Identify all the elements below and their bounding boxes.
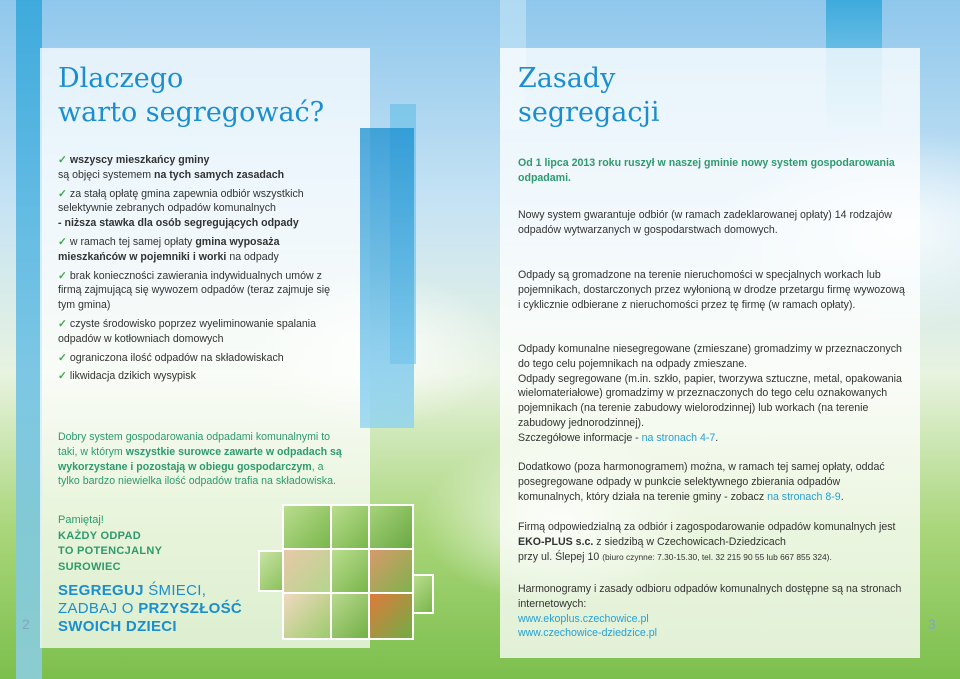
paragraph: Firmą odpowiedzialną za odbiór i zagospodarowanie odpadów komunalnych jest EKO-PLUS s.c. z siedzibą w Czechowicach-Dziedzicach przy ul. Ślepej 10 (biuro czynne: 7.30-15.30, tel. 32 215 90 55 lub 667 855 324). [518, 521, 896, 563]
decor-strip [16, 0, 42, 679]
right-page-title: Zasady segregacji [518, 63, 660, 128]
check-icon: ✓ [58, 269, 67, 282]
photo-tile [330, 548, 370, 594]
check-icon: ✓ [58, 351, 67, 364]
photo-tile [368, 548, 414, 594]
photo-tile [412, 574, 434, 614]
photo-tile [282, 504, 332, 550]
slogan: SEGREGUJ ŚMIECI, ZADBAJ O PRZYSZŁOŚĆ SWOICH DZIECI [58, 582, 243, 635]
check-icon: ✓ [58, 370, 67, 383]
photo-tile [368, 592, 414, 640]
check-icon: ✓ [58, 235, 67, 248]
paragraph: Dodatkowo (poza harmonogramem) można, w ramach tej samej opłaty, oddać posegregowane odpady w punkcie selektywnego zbierania odpadów komunalnych, który działa na terenie gminy - zobacz na stronach 8-9. [518, 461, 885, 503]
paragraph: Odpady są gromadzone na terenie nieruchomości w specjalnych workach lub pojemnikach, dostarczonych przez wyłonioną w drodze przetargu firmę wywozową i cyklicznie odbierane z nieruchomości przez tę firmę (w ramach opłaty). [518, 269, 905, 311]
children-photo-mosaic [258, 504, 434, 654]
list-item: ✓ wszyscy mieszkańcy gminy są objęci systemem na tych samych zasadach [58, 154, 285, 181]
photo-tile [282, 592, 332, 640]
photo-tile [282, 548, 332, 594]
page-number: 2 [22, 616, 30, 632]
website-link[interactable]: www.czechowice-dziedzice.pl [518, 627, 657, 640]
list-item: ✓ likwidacja dzikich wysypisk [58, 370, 196, 383]
benefits-list [58, 153, 348, 388]
summary-paragraph: Dobry system gospodarowania odpadami komunalnymi to taki, w którym wszystkie surowce zawarte w odpadach są wykorzystane i pozostają w obiegu gospodarczym, a tylko bardzo niewielka ilość odpadów trafia na składowiska. [58, 431, 342, 488]
decor-strip [360, 128, 414, 428]
photo-tile [258, 550, 284, 592]
page-number: 3 [928, 616, 936, 632]
check-icon: ✓ [58, 317, 67, 330]
check-icon: ✓ [58, 154, 67, 166]
check-icon: ✓ [58, 187, 67, 200]
list-item: ✓ czyste środowisko poprzez wyeliminowanie spalania odpadów w kotłowniach domowych [58, 317, 317, 345]
list-item: ✓ za stałą opłatę gmina zapewnia odbiór wszystkich selektywnie zebranych odpadów komunalnych - niższa stawka dla osób segregujących odpady [58, 187, 304, 230]
photo-tile [330, 592, 370, 640]
photo-tile [330, 504, 370, 550]
lead-paragraph: Od 1 lipca 2013 roku ruszył w naszej gminie nowy system gospodarowania odpadami. [518, 157, 895, 184]
list-item: ✓ ograniczona ilość odpadów na składowiskach [58, 351, 284, 364]
paragraph: Nowy system gwarantuje odbiór (w ramach zadeklarowanej opłaty) 14 rodzajów odpadów wytwarzanych w gospodarstwach domowych. [518, 209, 892, 236]
left-page-title: Dlaczego warto segregować? [58, 63, 325, 128]
list-item: ✓ brak konieczności zawierania indywidualnych umów z firmą zajmującą się wywozem odpadów (teraz zajmuje się tym gmina) [58, 269, 331, 312]
pages-4-7-link[interactable]: na stronach 4-7 [641, 431, 716, 444]
website-link[interactable]: www.ekoplus.czechowice.pl [518, 612, 649, 625]
list-item: ✓ w ramach tej samej opłaty gmina wyposaża mieszkańców w pojemniki i worki na odpady [58, 235, 280, 263]
paragraph: Harmonogramy i zasady odbioru odpadów komunalnych dostępne są na stronach internetowych: www.ekoplus.czechowice.pl www.czechowice-dziedzice.pl [518, 582, 906, 641]
photo-tile [368, 504, 414, 550]
remember-box: Pamiętaj! KAŻDY ODPAD TO POTENCJALNY SUROWIEC [58, 514, 163, 573]
pages-8-9-link[interactable]: na stronach 8-9 [767, 490, 841, 503]
paragraph: Odpady komunalne niesegregowane (zmieszane) gromadzimy w przeznaczonych do tego celu pojemnikach na odpady zmieszane. Odpady segregowane (m.in. szkło, papier, tworzywa sztuczne, metal, opakowania wielomateriałowe) gromadzimy w przeznaczonych do tego celu oznakowanych pojemnikach (na terenie zabudowy wielorodzinnej) lub workach (na terenie zabudowy jednorodzinnej). Szczegółowe informacje - na stronach 4-7. [518, 343, 902, 444]
